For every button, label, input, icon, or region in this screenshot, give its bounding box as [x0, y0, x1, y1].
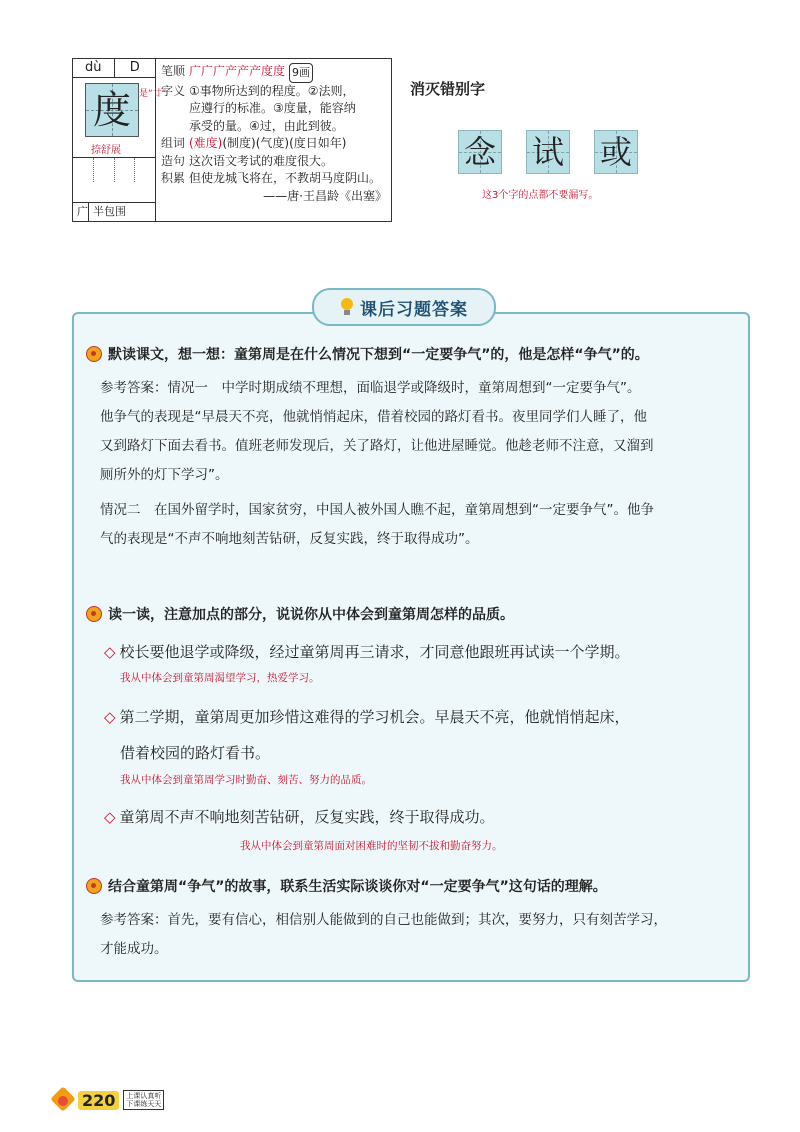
side-note: 是“廿”: [139, 89, 167, 99]
radical-structure-row: [73, 202, 155, 221]
pinyin-row: [73, 59, 155, 78]
radical-note: 捺舒展: [91, 145, 121, 156]
answer-1: 参考答案：情况一 中学时期成绩不理想，面临退学或降级时，童第周想到“一定要争气”。 他争气的表现是“早晨天不亮，他就悄悄起床，借着校园的路灯看书。夜里同学们人睡了，他 又到路灯下面去看书。值班老师发现后，关了路灯，让他进屋睡觉。他趁老师不注意，又溜到 厕所外的灯下学习”。 情况二 在国外留学时，国家贫穷，中国人被外国人瞧不起，童第周想到“一定要争气”。他争 气的表现是“不声不响地刻苦钻研，反复实践，终于取得成功”。: [100, 380, 654, 547]
reading-sentence-2a: ◇ 第二学期，童第周更加珍惜这难得的学习机会。早晨天不亮，他就悄悄起床，: [104, 708, 630, 726]
meaning-line: 字义 ①事物所达到的程度。②法则，: [161, 83, 355, 98]
question-icon: [86, 878, 102, 894]
pinyin: dù: [85, 60, 102, 75]
page-footer: [52, 1088, 164, 1112]
practice-grid: [73, 157, 155, 206]
diamond-bullet-icon: ◇: [104, 643, 116, 661]
typo-char-2: 试: [526, 130, 570, 174]
stroke-count: 9画: [289, 63, 313, 83]
accumulation-line: 积累 但使龙城飞将在，不教胡马度阴山。: [161, 171, 382, 185]
answer-3: 参考答案：首先，要有信心，相信别人能做到的自己也能做到；其次，要努力，只有刻苦学习， 才能成功。: [100, 912, 667, 957]
lightbulb-icon: [340, 298, 354, 316]
panel-title: 课后习题答案: [360, 299, 468, 320]
capital-letter: D: [114, 59, 156, 77]
radical: 广: [77, 205, 88, 218]
panel-title-banner: [312, 288, 496, 326]
diamond-bullet-icon: ◇: [104, 808, 116, 826]
big-character: 度: [85, 83, 139, 137]
typo-characters: [458, 130, 638, 174]
character-card: [72, 58, 392, 222]
reading-note-2: 我从中体会到童第周学习时勤奋、刻苦、努力的品质。: [120, 774, 372, 786]
typo-section-title: 消灭错别字: [410, 80, 486, 98]
reading-sentence-3: ◇ 童第周不声不响地刻苦钻研，反复实践，终于取得成功。: [104, 808, 495, 826]
words-line: 组词 (难度) (制度)(气度)(度日如年): [161, 136, 347, 150]
accumulation-source: ——唐·王昌龄《出塞》: [263, 188, 387, 203]
typo-char-1: 念: [458, 130, 502, 174]
question-icon: [86, 606, 102, 622]
stroke-order: 广广广产产产度度: [189, 64, 286, 78]
reading-note-3: 我从中体会到童第周面对困难时的坚韧不拔和勤奋努力。: [240, 840, 503, 852]
character-details: 笔顺 广广广产产产度度 9画 字义 ①事物所达到的程度。②法则， 应遵行的标准。③度量，能容纳 承受的量。④过，由此到彼。 组词 (难度) (制度)(气度)(度日如年) 造句 这次语文考试的难度很大。 积累 但使龙城飞将在，不教胡马度阴山。 ——唐·王昌龄《出塞》: [161, 63, 387, 205]
typo-note: 这3个字的点都不要漏写。: [482, 190, 599, 201]
reading-sentence-1: ◇ 校长要他退学或降级，经过童第周再三请求，才同意他跟班再试读一个学期。: [104, 643, 630, 661]
diamond-bullet-icon: ◇: [104, 708, 116, 726]
typo-char-3: 或: [594, 130, 638, 174]
mascot-icon: [52, 1088, 74, 1112]
question-icon: [86, 346, 102, 362]
sentence-line: 造句 这次语文考试的难度很大。: [161, 153, 334, 168]
structure: 半包围: [88, 203, 155, 221]
page-number: 220: [78, 1091, 119, 1110]
question-3: 结合童第周“争气”的故事，联系生活实际谈谈你对“一定要争气”这句话的理解。: [86, 876, 607, 896]
footer-tag: 上课认真听 下课练天天: [123, 1090, 164, 1110]
character-panel: [73, 59, 167, 221]
question-2: 读一读，注意加点的部分，说说你从中体会到童第周怎样的品质。: [86, 604, 514, 624]
reading-note-1: 我从中体会到童第周渴望学习，热爱学习。: [120, 672, 320, 684]
question-1: 默读课文，想一想：童第周是在什么情况下想到“一定要争气”的，他是怎样“争气”的。: [86, 344, 649, 364]
strokes-line: 笔顺 广广广产产产度度 9画: [161, 63, 387, 83]
reading-sentence-2b: 借着校园的路灯看书。: [120, 744, 271, 762]
